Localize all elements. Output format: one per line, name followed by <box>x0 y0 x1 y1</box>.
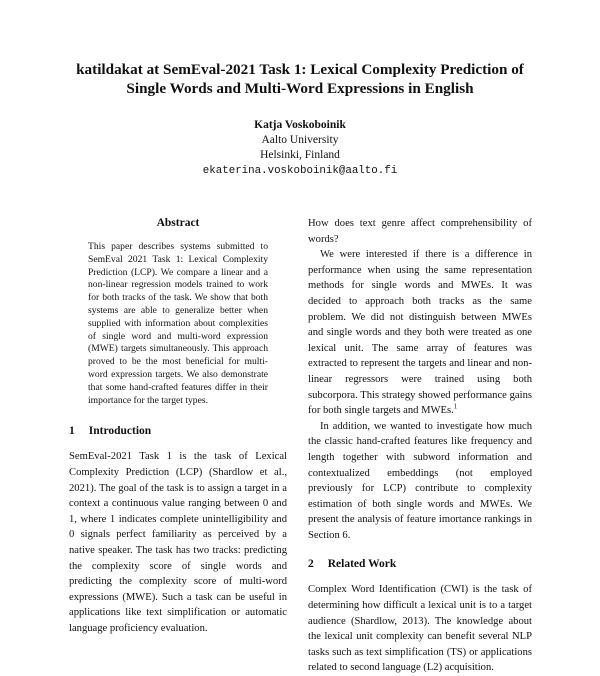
right-paragraph-2 <box>308 247 532 419</box>
right-paragraph-3: In addition, we wanted to investigate how much the classic hand-crafted features like frequency and length together with subword information and contextualized embeddings (not employed previously for LCP) contribute to complexity estimation of both single words and MWEs. We present the analysis of feature imortance rankings in Section 6. <box>308 420 532 541</box>
author-block <box>0 118 600 179</box>
right-paragraph-1: How does text genre affect comprehensibility of words? <box>308 218 532 245</box>
author-location: Helsinki, Finland <box>260 149 340 162</box>
intro-title: Introduction <box>88 425 152 438</box>
title-line-2: Single Words and Multi-Word Expressions in English <box>126 80 474 97</box>
right-paragraph-2-text: We were interested if there is a difference in performance when using the same representation methods for single words and MWEs. It was decided to approach both tracks as the same problem. We did not distinguish between MWEs and single words and they both were treated as one lexical unit. The same array of features was extracted to represent the targets and linear and non-linear regressors were trained using both subcorpora. This strategy showed performance gains for both single targets and MWEs. <box>308 249 532 417</box>
paper-title <box>0 60 600 98</box>
related-title: Related Work <box>327 558 397 571</box>
footnote-mark[interactable]: 1 <box>453 402 458 411</box>
title-line-1: katildakat at SemEval-2021 Task 1: Lexical Complexity Prediction of <box>76 61 524 78</box>
author-email[interactable]: ekaterina.voskoboinik@aalto.fi <box>202 164 398 177</box>
right-column <box>308 216 532 676</box>
related-heading <box>308 558 532 570</box>
left-column <box>69 215 287 636</box>
intro-heading <box>69 425 287 437</box>
abstract-text: This paper describes systems submitted to SemEval 2021 Task 1: Lexical Complexity Prediction (LCP). We compare a linear and a non-linear regression models trained to work for both tracks of the task. We show that both systems are able to generalize better when supplied with information about complexities of single word and multi-word expression (MWE) targets simultaneously. This approach proved to be the most beneficial for multi-word expression targets. We also demonstrate that some hand-crafted features differ in their importance for the target types. <box>88 241 268 406</box>
abstract-heading: Abstract <box>156 217 200 229</box>
related-number: 2 <box>308 558 314 571</box>
intro-text: SemEval-2021 Task 1 is the task of Lexical Complexity Prediction (LCP) (Shardlow et al., 2021). The goal of the task is to assign a target in a context a continuous value ranging between 0 and 1, where 1 indicates complete unintelligibility and 0 signals perfect familiarity as perceived by a native speaker. The task has two tracks: predicting the complexity score of single words and predicting the complexity score of multi-word expressions (MWE). Such a task can be useful in applications like text simplification or automatic language proficiency evaluation. <box>69 451 287 634</box>
author-name: Katja Voskoboinik <box>254 119 346 131</box>
related-text: Complex Word Identification (CWI) is the task of determining how difficult a lexical unit is to a target audience (Shardlow, 2013). The knowledge about the lexical unit complexity can benefit several NLP tasks such as text simplification (TS) or applications related to second language (L2) acquisition. <box>308 584 532 674</box>
author-affiliation: Aalto University <box>261 134 339 147</box>
intro-number: 1 <box>69 425 75 438</box>
